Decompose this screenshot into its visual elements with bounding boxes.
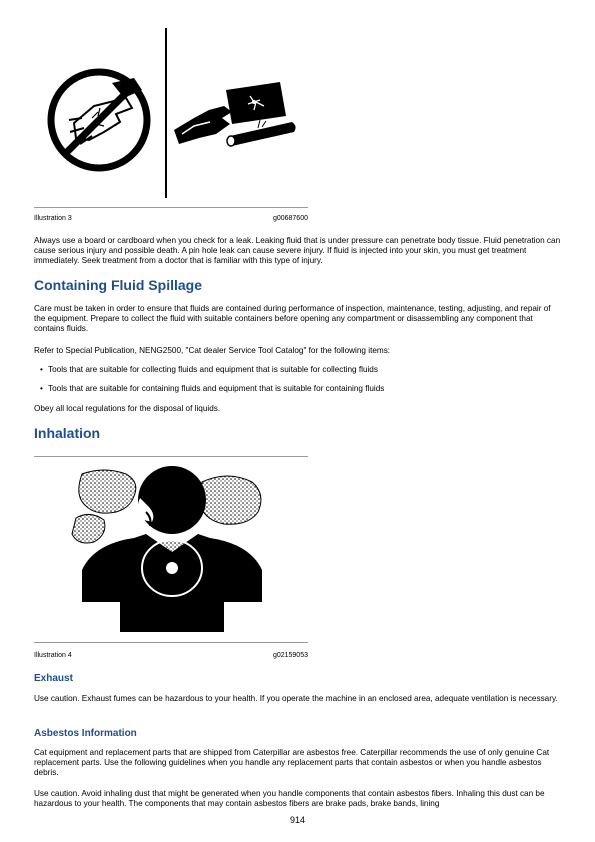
- spillage-paragraph-2: Refer to Special Publication, NENG2500, "Cat dealer Service Tool Catalog" for the following items:: [34, 346, 391, 355]
- section-title-exhaust: Exhaust: [34, 673, 73, 684]
- illustration-4-caption: [34, 651, 308, 660]
- board-leak-check-icon: [174, 82, 296, 146]
- spillage-paragraph-3: Obey all local regulations for the disposal of liquids.: [34, 404, 221, 413]
- spillage-paragraph-1: Care must be taken in order to ensure that fluids are contained during performance of inspection, maintenance, testing, adjusting, and repair of the equipment. Prepare to collect the fluid with suitable containers before opening any compartment or disassembling any component that contains fluids.: [34, 304, 551, 334]
- page-number: 914: [289, 815, 306, 825]
- section-title-spillage: Containing Fluid Spillage: [34, 277, 202, 293]
- inhalation-hazard-icon: [72, 466, 262, 632]
- illustration-3-figure: [34, 28, 308, 203]
- illustration-3-caption: [34, 214, 308, 223]
- caption-label: Illustration 4: [34, 652, 72, 659]
- asbestos-paragraph-1: Cat equipment and replacement parts that are shipped from Caterpillar are asbestos free. Caterpillar recommends the use of only genuine Cat replacement parts. Use the following guidelines when you handle any replacement parts that contain asbestos or when you handle asbestos debris.: [34, 748, 550, 778]
- caption-id: g02159053: [272, 652, 308, 659]
- leak-warning-paragraph: Always use a board or cardboard when you check for a leak. Leaking fluid that is under pressure can penetrate body tissue. Fluid penetration can cause serious injury and possible death. A pin hole leak can cause severe injury. If fluid is injected into your skin, you must get treatment immediately. Seek treatment from a doctor that is familiar with this type of injury.: [34, 236, 561, 266]
- section-title-asbestos: Asbestos Information: [34, 728, 137, 739]
- caption-id: g00687600: [272, 215, 308, 222]
- caption-label: Illustration 3: [34, 215, 72, 222]
- figure-divider: [34, 207, 308, 208]
- section-title-inhalation: Inhalation: [34, 425, 101, 441]
- list-item: • Tools that are suitable for collecting fluids and equipment that is suitable for collecting fluids: [48, 365, 378, 375]
- figure-divider: [34, 456, 308, 457]
- exhaust-paragraph: Use caution. Exhaust fumes can be hazardous to your health. If you operate the machine in an enclosed area, adequate ventilation is necessary.: [34, 694, 558, 703]
- illustration-4-figure: [34, 462, 308, 638]
- list-item: • Tools that are suitable for containing fluids and equipment that is suitable for containing fluids: [48, 384, 384, 394]
- figure-divider: [34, 642, 308, 643]
- asbestos-paragraph-2: Use caution. Avoid inhaling dust that might be generated when you handle components that contain asbestos fibers. Inhaling this dust can be hazardous to your health. The components that may contain asbestos fibers are brake pads, brake bands, lining: [34, 789, 545, 809]
- no-hand-leak-check-icon: [51, 72, 147, 168]
